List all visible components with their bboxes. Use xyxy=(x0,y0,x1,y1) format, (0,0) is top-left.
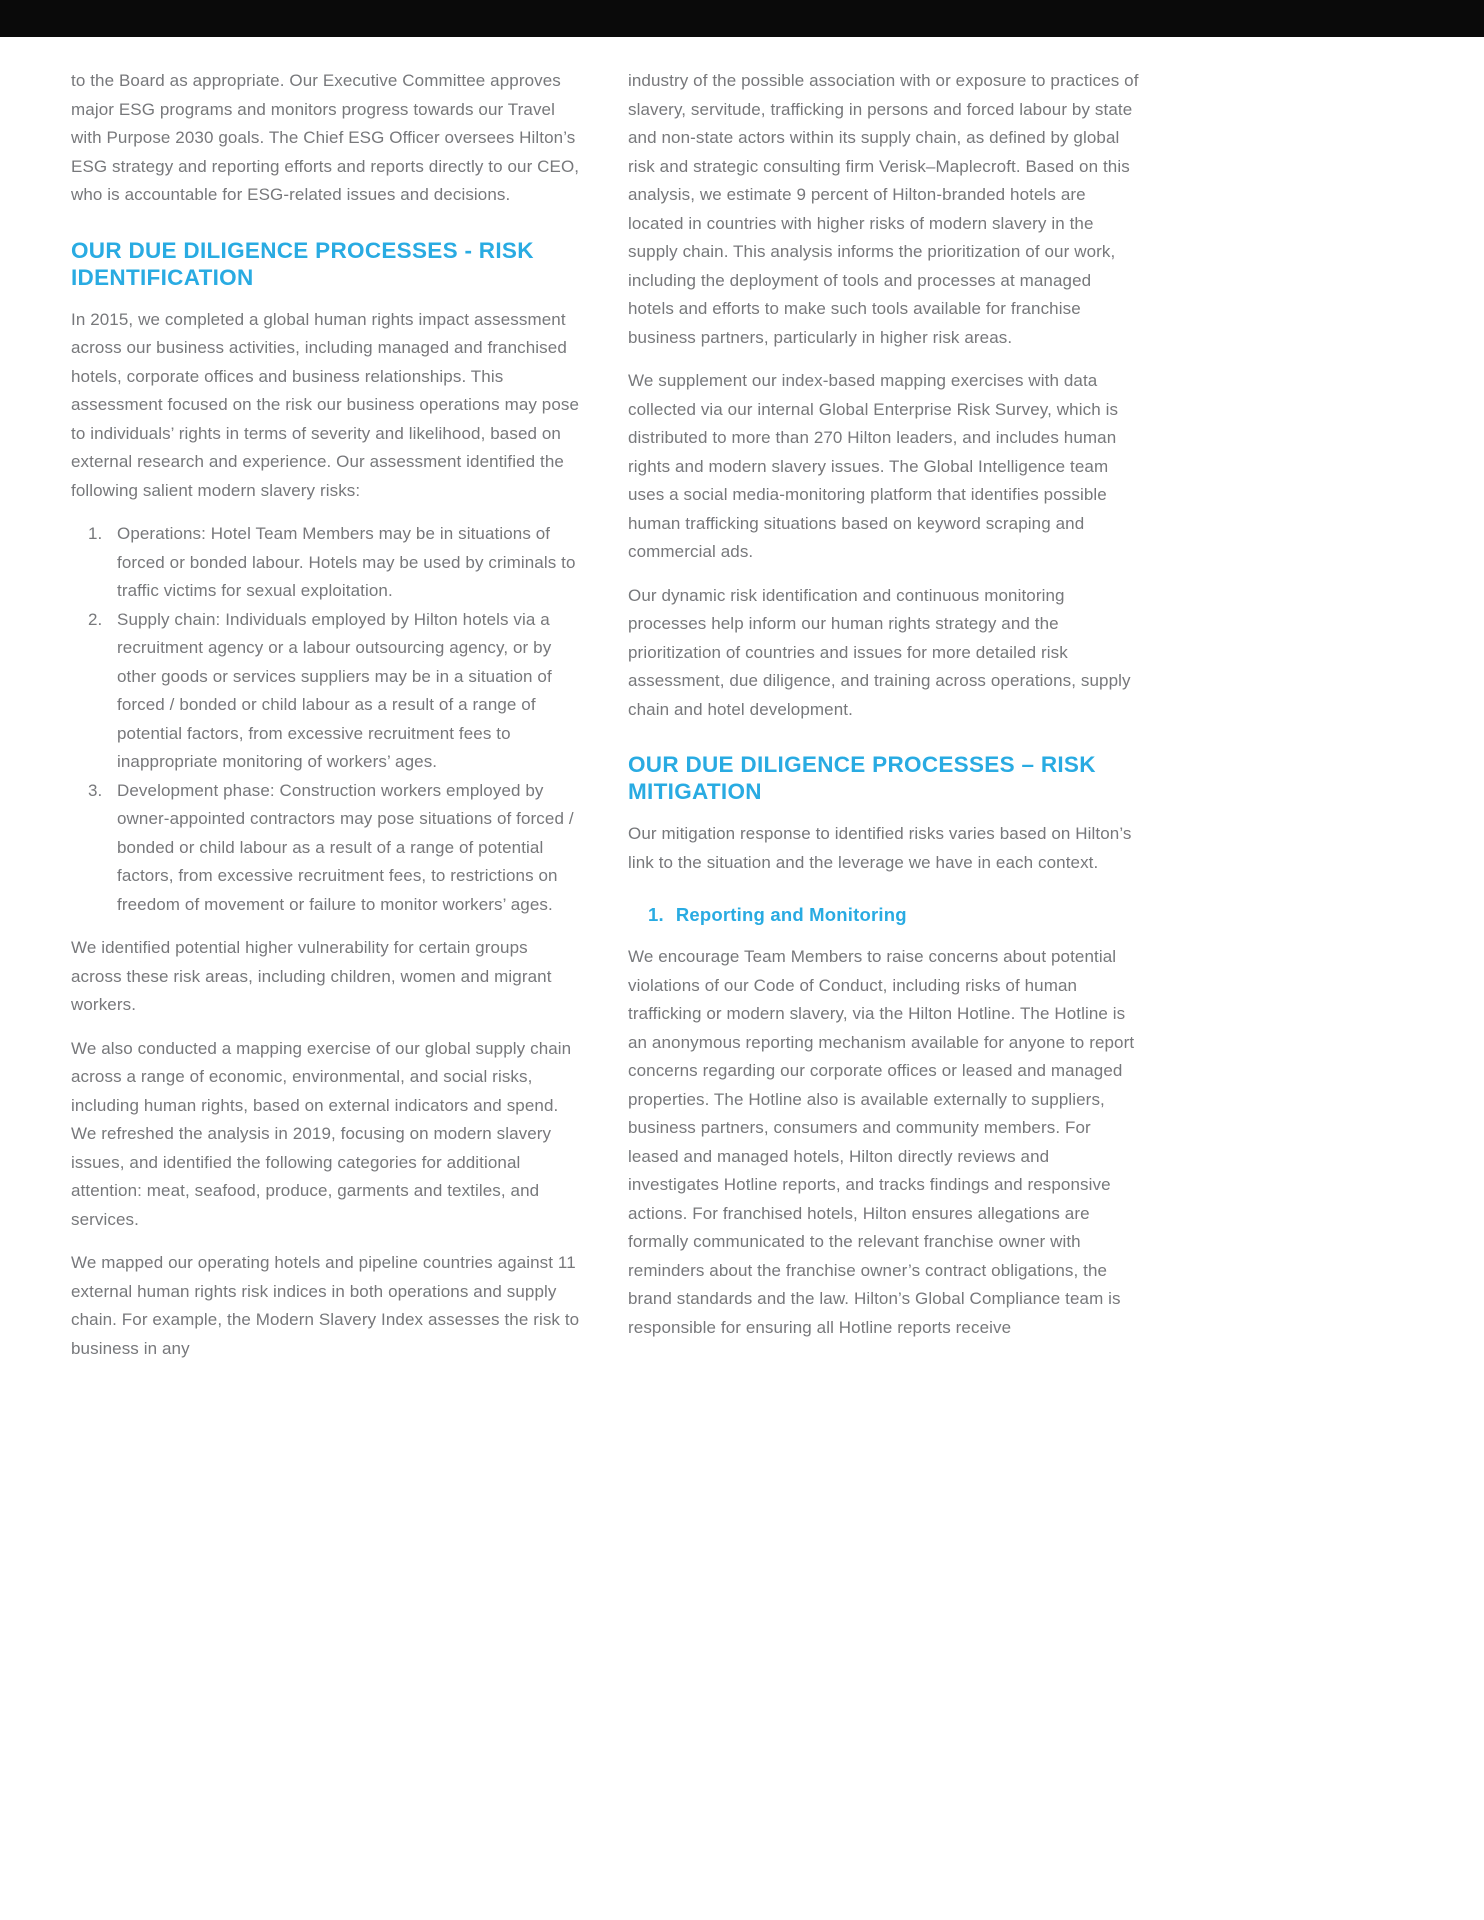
paragraph-assessment: In 2015, we completed a global human rights impact assessment across our business activities, including managed and franchised hotels, corporate offices and business relationships. This assessment focused on the risk our business operations may pose to individuals’ rights in terms of severity and likelihood, based on external research and experience. Our assessment identified the following salient modern slavery risks: xyxy=(71,309,580,500)
paragraph-risk-survey: We supplement our index-based mapping exercises with data collected via our internal Global Enterprise Risk Survey, which is distributed to more than 270 Hilton leaders, and includes human rights and modern slavery issues. The Global Intelligence team uses a social media-monitoring platform that identifies possible human trafficking situations based on keyword scraping and commercial ads. xyxy=(628,371,1119,561)
document-body xyxy=(0,37,1484,1378)
paragraph-slavery-index: industry of the possible association with or exposure to practices of slavery, servitude, trafficking in persons and forced labour by state and non-state actors within its supply chain, as defined by global risk and strategic consulting firm Verisk–Maplecroft. Based on this analysis, we estimate 9 percent of Hilton-branded hotels are located in countries with higher risks of modern slavery in the supply chain. This analysis informs the prioritization of our work, including the deployment of tools and processes at managed hotels and efforts to make such tools available for franchise business partners, particularly in higher risk areas. xyxy=(628,71,1139,347)
subsection-label: Reporting and Monitoring xyxy=(675,904,907,925)
paragraph-hotline: We encourage Team Members to raise concerns about potential violations of our Code of Conduct, including risks of human trafficking or modern slavery, via the Hilton Hotline. The Hotline is an anonymous reporting mechanism available for anyone to report concerns regarding our corporate offices or leased and managed properties. The Hotline also is available externally to suppliers, business partners, consumers and community members. For leased and managed hotels, Hilton directly reviews and investigates Hotline reports, and tracks findings and responsive actions. For franchised hotels, Hilton ensures allegations are formally communicated to the relevant franchise owner with reminders about the franchise owner’s contract obligations, the brand standards and the law. Hilton’s Global Compliance team is responsible for ensuring all Hotline reports receive xyxy=(628,947,1135,1337)
left-column xyxy=(71,67,583,1378)
subsection-heading-reporting-monitoring xyxy=(628,901,1140,929)
paragraph-governance: to the Board as appropriate. Our Executive Committee approves major ESG programs and monitors progress towards our Travel with Purpose 2030 goals. The Chief ESG Officer oversees Hilton’s ESG strategy and reporting efforts and reports directly to our CEO, who is accountable for ESG-related issues and decisions. xyxy=(71,71,580,204)
paragraph-mapping-exercise: We also conducted a mapping exercise of our global supply chain across a range of economic, environmental, and social risks, including human rights, based on external indicators and spend. We refreshed the analysis in 2019, focusing on modern slavery issues, and identified the following categories for additional attention: meat, seafood, produce, garments and textiles, and services. xyxy=(71,1038,572,1229)
section-heading-risk-identification: OUR DUE DILIGENCE PROCESSES - RISK IDENTIFICATION xyxy=(71,237,534,290)
section-heading-risk-mitigation: OUR DUE DILIGENCE PROCESSES – RISK MITIGATION xyxy=(628,752,1096,804)
salient-risks-list xyxy=(71,520,583,919)
list-item-number: 2. xyxy=(88,609,103,629)
paragraph-mitigation-response: Our mitigation response to identified risks varies based on Hilton’s link to the situation and the leverage we have in each context. xyxy=(628,824,1132,872)
list-item-development-phase xyxy=(88,777,583,920)
list-item-operations xyxy=(88,520,583,606)
right-column xyxy=(628,67,1140,1378)
paragraph-vulnerable-groups: We identified potential higher vulnerability for certain groups across these risk areas, including children, women and migrant workers. xyxy=(71,938,552,1014)
list-item-number: 3. xyxy=(88,780,103,800)
list-item-number: 1. xyxy=(88,524,103,543)
subsection-number: 1. xyxy=(648,904,664,925)
paragraph-risk-indices: We mapped our operating hotels and pipeline countries against 11 external human rights risk indices in both operations and supply chain. For example, the Modern Slavery Index assesses the risk to business in any xyxy=(71,1253,580,1358)
page-top-bar xyxy=(0,0,1484,37)
list-item-text: Supply chain: Individuals employed by Hilton hotels via a recruitment agency or a labour outsourcing agency, or by other goods or services suppliers may be in a situation of forced / bonded or child labour as a result of a range of potential factors, from excessive recruitment fees to inappropriate monitoring of workers’ ages. xyxy=(117,609,552,771)
list-item-supply-chain xyxy=(88,606,583,777)
list-item-text: Operations: Hotel Team Members may be in situations of forced or bonded labour. Hotels may be used by criminals to traffic victims for sexual exploitation. xyxy=(117,524,576,600)
list-item-text: Development phase: Construction workers employed by owner-appointed contractors may pose situations of forced / bonded or child labour as a result of a range of potential factors, from excessive recruitment fees, to restrictions on freedom of movement or failure to monitor workers’ ages. xyxy=(117,780,574,914)
paragraph-dynamic-risk: Our dynamic risk identification and continuous monitoring processes help inform our human rights strategy and the prioritization of countries and issues for more detailed risk assessment, due diligence, and training across operations, supply chain and hotel development. xyxy=(628,585,1131,719)
